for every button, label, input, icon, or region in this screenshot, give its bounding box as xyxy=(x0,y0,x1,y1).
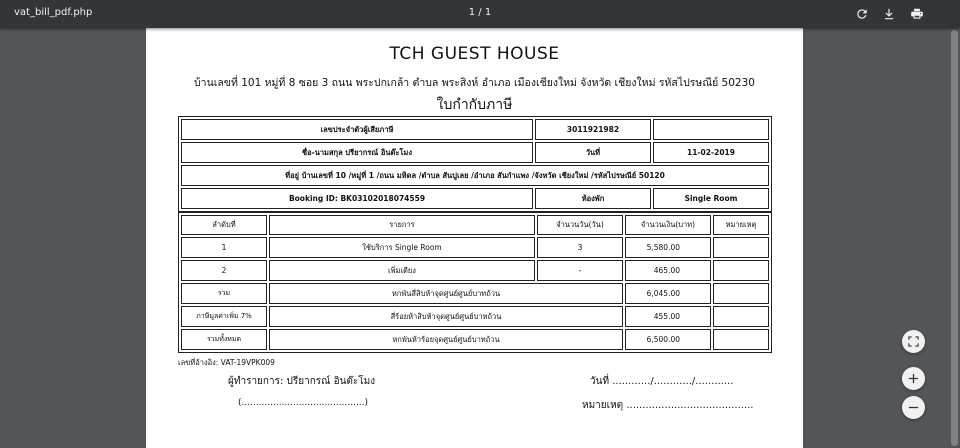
row-number: 1 xyxy=(181,237,267,258)
room-value: Single Room xyxy=(653,188,769,209)
row-item: ใช้บริการ Single Room xyxy=(269,237,535,258)
row-number: 2 xyxy=(181,260,267,281)
vat-words: สี่ร้อยห้าสิบห้าจุดศูนย์ศูนย์บาทถ้วน xyxy=(269,306,623,327)
table-row xyxy=(181,165,769,186)
grand-total-label: รวมทั้งหมด xyxy=(181,329,267,350)
pdf-toolbar xyxy=(0,0,960,28)
row-note xyxy=(713,237,769,258)
invoice-header-table xyxy=(178,116,772,212)
signature-line: (...........................................) xyxy=(238,398,369,408)
document-title: ใบกำกับภาษี xyxy=(436,97,513,113)
grand-total-words: หกพันห้าร้อยจุดศูนย์ศูนย์บาทถ้วน xyxy=(269,329,623,350)
print-icon xyxy=(910,7,924,21)
customer-name: ชื่อ-นามสกุล ปรียากรณ์ อินต๊ะโมง xyxy=(181,142,533,163)
download-button[interactable] xyxy=(879,4,899,24)
column-header: หมายเหตุ xyxy=(713,215,769,235)
date-value: 11-02-2019 xyxy=(653,142,769,163)
reference-number: เลขที่อ้างอิง: VAT-19VPK009 xyxy=(178,358,275,367)
total-words: หกพันสี่สิบห้าจุดศูนย์ศูนย์บาทถ้วน xyxy=(269,283,623,304)
table-row xyxy=(181,237,769,258)
vat-label: ภาษีมูลค่าเพิ่ม 7% xyxy=(181,306,267,327)
row-item: เพิ่มเตียง xyxy=(269,260,535,281)
total-label: รวม xyxy=(181,283,267,304)
grand-total-amount: 6,500.00 xyxy=(625,329,711,350)
vat-note xyxy=(713,306,769,327)
column-header: จำนวนเงิน(บาท) xyxy=(625,215,711,235)
table-row xyxy=(181,142,769,163)
sign-date-line: วันที่ ............/............/............ xyxy=(590,376,734,387)
tax-id-value: 3011921982 xyxy=(535,119,651,140)
invoice-items-table xyxy=(178,212,772,353)
remark-line: หมายเหตุ ........................................ xyxy=(582,400,754,411)
print-button[interactable] xyxy=(907,4,927,24)
pdf-page xyxy=(146,28,803,448)
date-label: วันที่ xyxy=(535,142,651,163)
room-label: ห้องพัก xyxy=(535,188,651,209)
hotel-address: บ้านเลขที่ 101 หมู่ที่ 8 ซอย 3 ถนน พระปกเกล้า ตำบล พระสิงห์ อำเภอ เมืองเชียงใหม่ จังหวัด เชียงใหม่ รหัสไปรษณีย์ 50230 xyxy=(194,77,755,89)
table-row xyxy=(181,119,769,140)
preparer-name: ผู้ทำรายการ: ปรียากรณ์ อินต๊ะโมง xyxy=(228,376,376,387)
table-header-row xyxy=(181,215,769,235)
rotate-icon xyxy=(855,7,869,21)
total-note xyxy=(713,283,769,304)
zoom-in-icon xyxy=(908,373,919,384)
scrollbar-thumb[interactable] xyxy=(951,30,958,446)
table-row xyxy=(181,260,769,281)
hotel-name: TCH GUEST HOUSE xyxy=(389,44,560,64)
row-note xyxy=(713,260,769,281)
row-days: 3 xyxy=(537,237,623,258)
customer-address: ที่อยู่ บ้านเลขที่ 10 /หมู่ที่ 1 /ถนน มหิดล /ตำบล สันปูเลย /อำเภอ สันกำแพง /จังหวัด เชียงใหม่ /รหัสไปรษณีย์ 50120 xyxy=(181,165,769,186)
total-row xyxy=(181,283,769,304)
column-header: จำนวนวัน(วัน) xyxy=(537,215,623,235)
vat-row xyxy=(181,306,769,327)
booking-id: Booking ID: BK03102018074559 xyxy=(181,188,533,209)
grand-total-row xyxy=(181,329,769,350)
tax-id-label: เลขประจำตัวผู้เสียภาษี xyxy=(181,119,533,140)
zoom-in-button[interactable] xyxy=(902,367,925,390)
grand-total-note xyxy=(713,329,769,350)
fit-page-icon xyxy=(908,336,919,347)
zoom-out-icon xyxy=(908,402,919,413)
fit-page-button[interactable] xyxy=(902,330,925,353)
vertical-scrollbar[interactable] xyxy=(949,28,960,448)
zoom-out-button[interactable] xyxy=(902,396,925,419)
table-row xyxy=(181,188,769,209)
vat-amount: 455.00 xyxy=(625,306,711,327)
page-indicator: 1 / 1 xyxy=(468,7,492,18)
empty-cell xyxy=(653,119,769,140)
row-amount: 465.00 xyxy=(625,260,711,281)
file-name: vat_bill_pdf.php xyxy=(14,7,93,18)
rotate-button[interactable] xyxy=(852,4,872,24)
column-header: รายการ xyxy=(269,215,535,235)
total-amount: 6,045.00 xyxy=(625,283,711,304)
row-days: - xyxy=(537,260,623,281)
column-header: ลำดับที่ xyxy=(181,215,267,235)
row-amount: 5,580.00 xyxy=(625,237,711,258)
download-icon xyxy=(882,7,896,21)
